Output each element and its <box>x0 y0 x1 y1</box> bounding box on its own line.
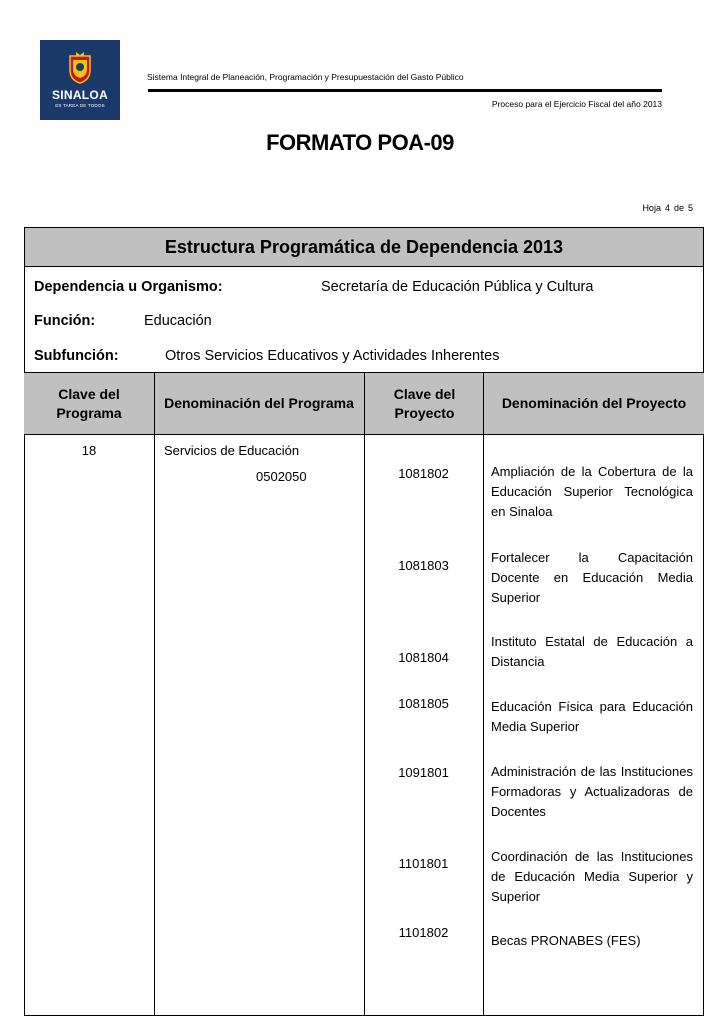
sinaloa-logo <box>40 40 120 120</box>
project-name: Instituto Estatal de Educación a Distancia <box>491 634 693 669</box>
column-divider <box>154 372 155 1015</box>
project-key: 1081804 <box>398 650 449 665</box>
dependencia-value: Secretaría de Educación Pública y Cultura <box>321 279 594 295</box>
logo-slogan-text: ES TAREA DE TODOS <box>55 103 105 108</box>
project-key: 1101802 <box>398 925 449 940</box>
project-name: Fortalecer la Capacitación Docente en Educación Media Superior <box>491 550 693 605</box>
project-name: Ampliación de la Cobertura de la Educación Superior Tecnológica en Sinaloa <box>491 464 693 519</box>
header-project-name: Denominación del Proyecto <box>501 395 687 411</box>
header-program-name: Denominación del Programa <box>164 395 354 411</box>
funcion-label: Función: <box>34 313 96 329</box>
dependencia-label: Dependencia u Organismo: <box>34 279 223 295</box>
project-key: 1081803 <box>398 558 449 573</box>
funcion-value: Educación <box>144 313 212 329</box>
page-title: FORMATO POA-09 <box>266 130 454 155</box>
sheet-counter <box>638 203 693 213</box>
program-name: Servicios de Educación <box>164 443 300 458</box>
sheet-total: 5 <box>687 203 693 213</box>
section-title: Estructura Programática de Dependencia 2013 <box>24 227 704 267</box>
project-name: Coordinación de las Instituciones de Educación Media Superior y Superior <box>491 849 693 904</box>
program-key: 18 <box>81 443 97 458</box>
funcion-row <box>34 313 212 329</box>
project-key: 1101801 <box>398 856 449 871</box>
header-program-key: Clave del Programa <box>56 385 122 421</box>
process-label: Proceso para el Ejercicio Fiscal del año 2013 <box>491 99 662 109</box>
subfuncion-value: Otros Servicios Educativos y Actividades Inherentes <box>165 348 500 364</box>
project-key: 1081805 <box>398 696 449 711</box>
dependencia-row <box>34 279 594 295</box>
project-name: Administración de las Instituciones Formadoras y Actualizadoras de Docentes <box>491 764 693 819</box>
system-name: Sistema Integral de Planeación, Programación y Presupuestación del Gasto Público <box>147 72 464 82</box>
sheet-label: Hoja <box>642 203 661 213</box>
project-key: 1081802 <box>398 466 449 481</box>
program-code: 0502050 <box>256 469 307 484</box>
column-divider <box>483 372 484 1015</box>
project-name: Becas PRONABES (FES) <box>491 933 641 948</box>
header-project-key: Clave del Proyecto <box>393 385 456 421</box>
header-divider <box>148 89 662 92</box>
project-name: Educación Física para Educación Media Superior <box>491 699 693 734</box>
subfuncion-row <box>34 348 500 364</box>
sheet-of: de <box>673 203 684 213</box>
sheet-current: 4 <box>664 203 670 213</box>
logo-brand-text: SINALOA <box>51 88 109 102</box>
project-key: 1091801 <box>398 765 449 780</box>
subfuncion-label: Subfunción: <box>34 348 119 364</box>
sinaloa-coat-of-arms-icon <box>67 50 93 84</box>
